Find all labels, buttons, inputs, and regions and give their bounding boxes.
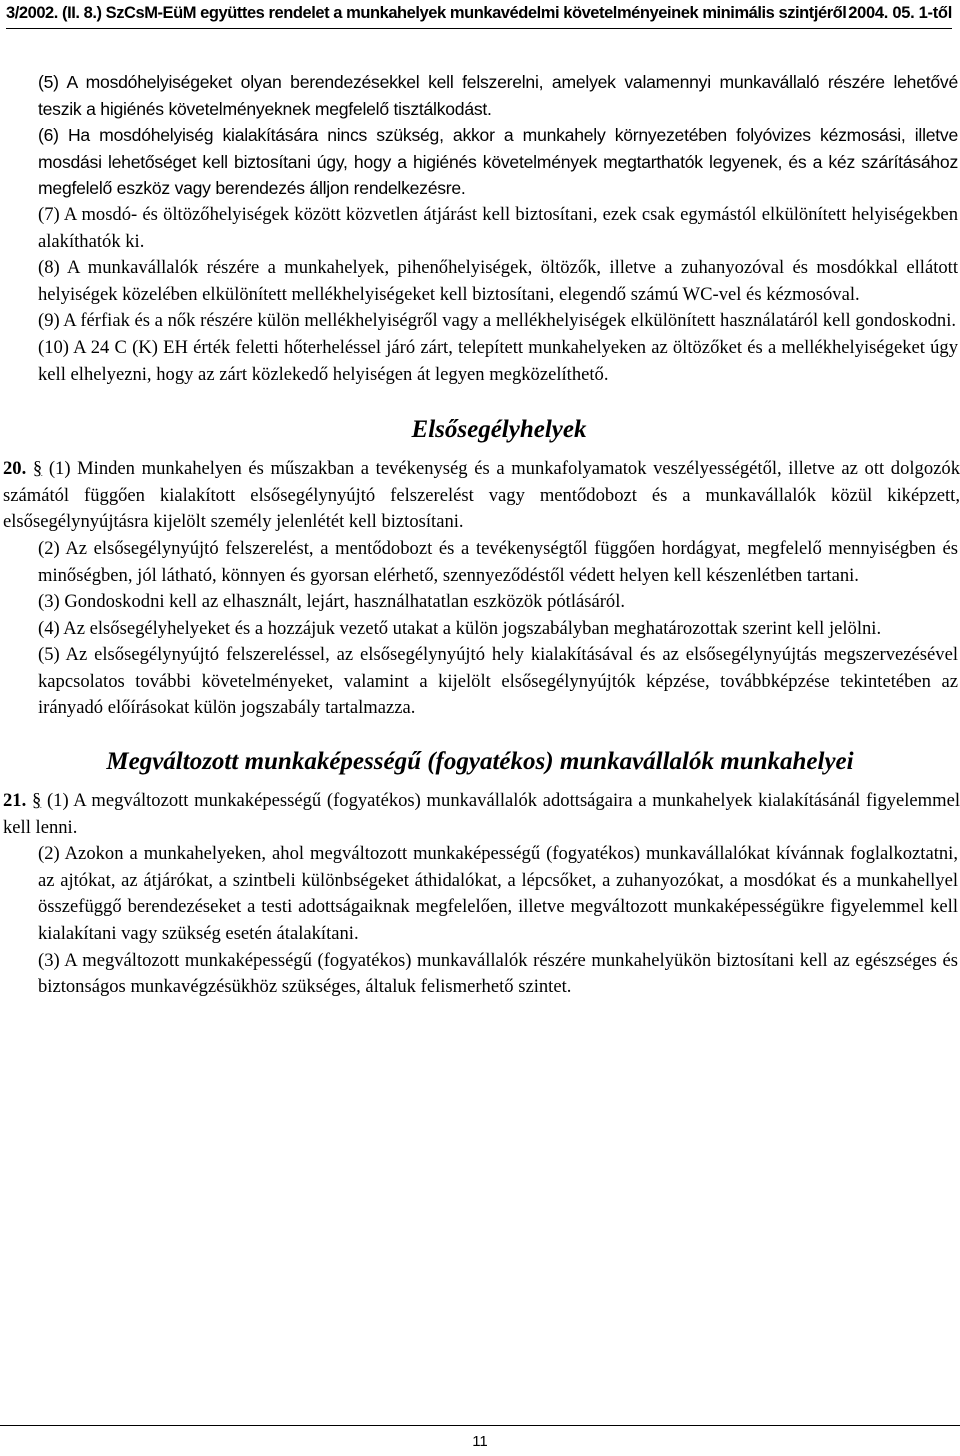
paragraph-5: (5) A mosdóhelyiségeket olyan berendezésekkel kell felszerelni, amelyek valamennyi munkavállaló részére lehetővé teszik a higiénés követelményeknek megfelelő tisztálkodást. bbox=[38, 72, 958, 119]
section-20-paragraph-1 bbox=[0, 456, 960, 536]
section-20-paragraph-3: (3) Gondoskodni kell az elhasznált, lejárt, használhatatlan eszközök pótlásáról. bbox=[38, 591, 626, 613]
section-21-paragraph-1 bbox=[0, 788, 960, 841]
paragraph-8: (8) A munkavállalók részére a munkahelyek, pihenőhelyiségek, öltözők, illetve a zuhanyozóval és mosdókkal ellátott helyiségek közelében elkülönített mellékhelyiségeket kell biztosítani, elegendő számú WC-vel és kézmosóval. bbox=[38, 257, 958, 305]
section-heading-first-aid: Elsősegélyhelyek bbox=[411, 416, 587, 444]
section-21-paragraph-2: (2) Azokon a munkahelyeken, ahol megváltozott munkaképességű (fogyatékos) munkavállalókat kívánnak foglalkoztatni, az ajtókat, az átjárókat, a szintbeli különbségeket áthidalókat, a lépcsőket, a zuhanyozókat, a mosdókat és a munkahellyel összefüggő berendezéseket a testi adottságaiknak megfelelően, illetve megváltozott munkaképességükre figyelemmel kell kialakítani vagy szükség esetén átalakítani. bbox=[38, 843, 958, 945]
header-date: 2004. 05. 1-től bbox=[848, 4, 952, 22]
section-20-paragraph-5: (5) Az elsősegélynyújtó felszereléssel, az elsősegélynyújtó hely kialakításával és az elsősegélynyújtás megszervezésével kapcsolatos további követelményeket, valamint a kijelölt elsősegélynyújtók képzése, továbbképzése tekintetében az irányadó előírásokat külön jogszabály tartalmazza. bbox=[38, 644, 958, 719]
section-sign: § bbox=[32, 458, 43, 480]
footer-divider bbox=[0, 1425, 960, 1426]
section-number: 20. bbox=[3, 458, 27, 480]
running-header bbox=[6, 0, 952, 29]
document-body bbox=[0, 69, 960, 1001]
header-title: 3/2002. (II. 8.) SzCsM-EüM együttes rendelet a munkahelyek munkavédelmi követelményeinek minimális szintjéről bbox=[6, 4, 847, 22]
paragraph-text: (1) A megváltozott munkaképességű (fogyatékos) munkavállalók adottságaira a munkahelyek kialakításánál figyelemmel kell lenni. bbox=[3, 790, 960, 838]
section-sign: § bbox=[31, 790, 42, 812]
paragraph-7: (7) A mosdó- és öltözőhelyiségek között közvetlen átjárást kell biztosítani, ezek csak egymástól elkülönített helyiségekben alakíthatók ki. bbox=[38, 203, 958, 252]
paragraph-6: (6) Ha mosdóhelyiség kialakítására nincs szükség, akkor a munkahely környezetében folyóvizes kézmosási, illetve mosdási lehetőséget kell biztosítani úgy, hogy a higiénés követelmények megtarthatók legyenek, és a kéz szárításához megfelelő eszköz vagy berendezés álljon rendelkezésre. bbox=[38, 125, 958, 199]
page-number: 11 bbox=[472, 1433, 488, 1450]
section-number: 21. bbox=[3, 790, 27, 812]
paragraph-9: (9) A férfiak és a nők részére külön mellékhelyiségről vagy a mellékhelyiségek elkülönített használatáról kell gondoskodni. bbox=[38, 310, 957, 332]
section-21-paragraph-3: (3) A megváltozott munkaképességű (fogyatékos) munkavállalók részére munkahelyükön biztosítani kell az egészséges és biztonságos munkavégzésükhöz szükséges, általuk felismerhető szintet. bbox=[38, 949, 958, 998]
section-heading-disabled-workers: Megváltozott munkaképességű (fogyatékos) munkavállalók munkahelyei bbox=[106, 748, 854, 776]
section-20-paragraph-2: (2) Az elsősegélynyújtó felszerelést, a mentődobozt és a tevékenységtől függően hordágyat, megfelelő mennyiségben és minőségben, jól látható, könnyen és gyorsan elérhető, szennyeződéstől védett helyen kell készenlétben tartani. bbox=[38, 537, 958, 586]
paragraph-text: (1) Minden munkahelyen és műszakban a tevékenység és a munkafolyamatok veszélyességétől, illetve az ott dolgozók számától függően kialakított elsősegélynyújtó felszerelést vagy mentődobozt és a munkavállalók közül kiképzett, elsősegélynyújtásra kijelölt személy jelenlétét kell biztosítani. bbox=[3, 458, 960, 533]
section-20-paragraph-4: (4) Az elsősegélyhelyeket és a hozzájuk vezető utakat a külön jogszabályban meghatározottak szerint kell jelölni. bbox=[38, 617, 882, 639]
paragraph-10: (10) A 24 C (K) EH érték feletti hőterheléssel járó zárt, telepített munkahelyeken az öltözőket és a mellékhelyiségeket úgy kell elhelyezni, hogy az zárt közlekedő helyiségen át legyen megközelíthető. bbox=[38, 336, 958, 385]
